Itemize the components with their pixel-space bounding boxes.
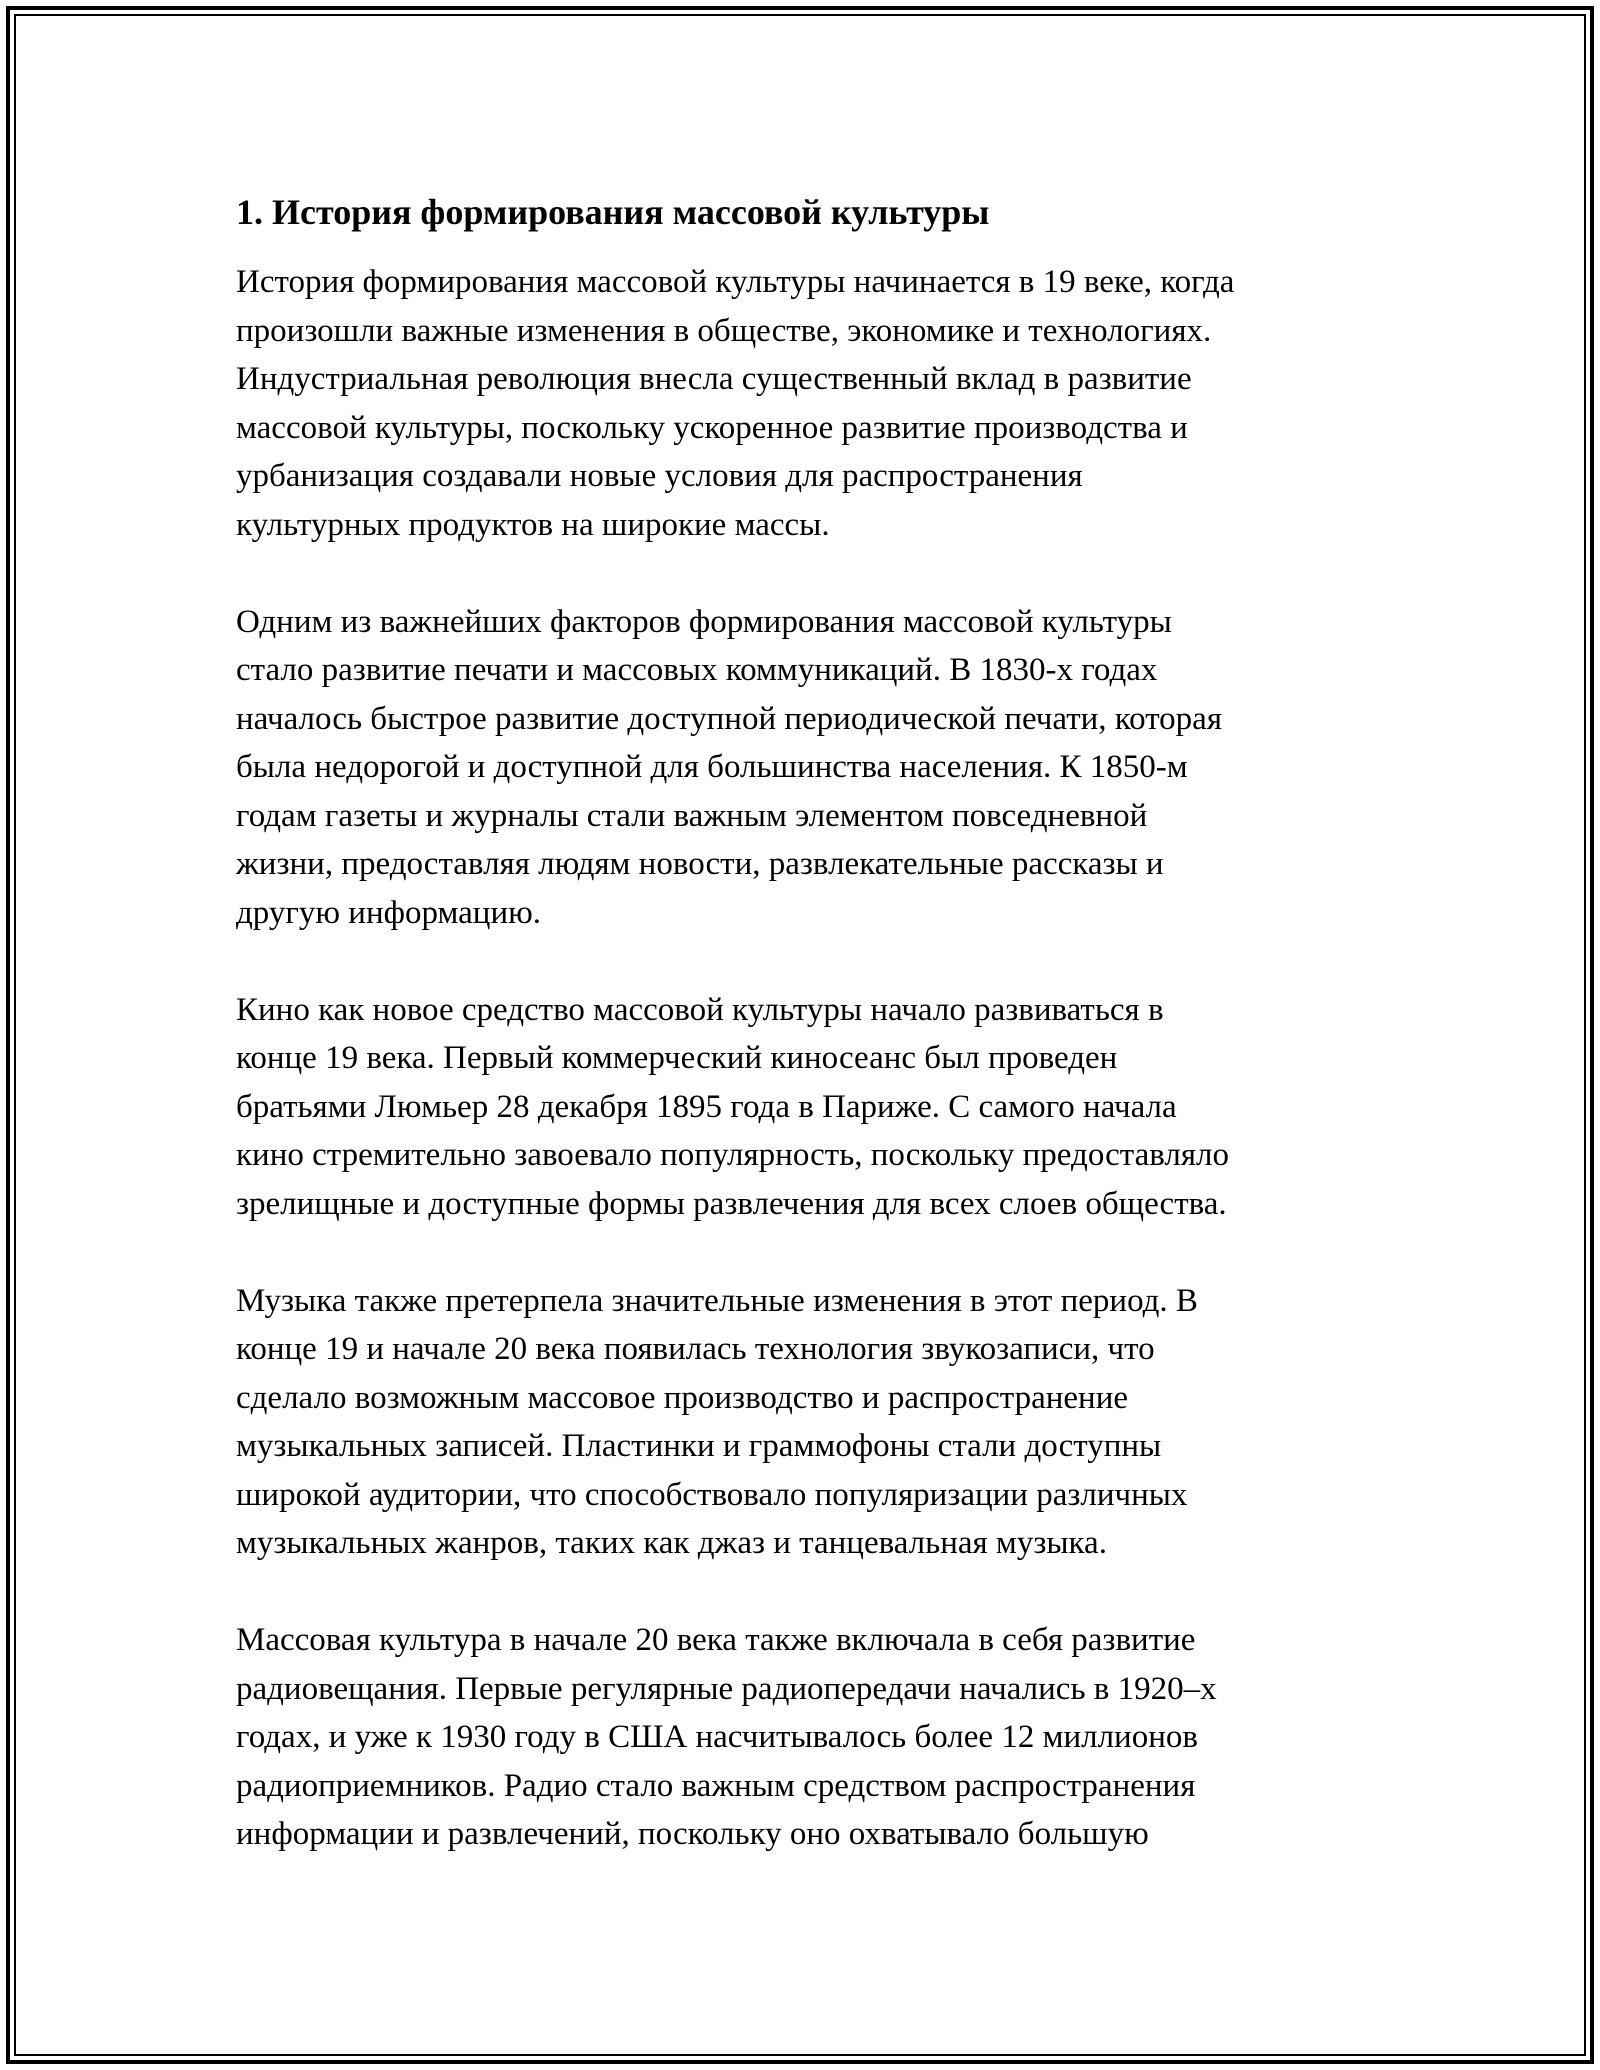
paragraph-5 <box>236 1616 1386 1859</box>
text-line: информации и развлечений, поскольку оно охватывало большую <box>236 1816 1149 1852</box>
text-line: жизни, предоставляя людям новости, развлекательные рассказы и <box>236 846 1164 882</box>
text-line: кино стремительно завоевало популярность, поскольку предоставляло <box>236 1137 1230 1173</box>
text-line: музыкальных записей. Пластинки и граммофоны стали доступны <box>236 1428 1162 1464</box>
paragraph-4 <box>236 1277 1386 1568</box>
text-line: радиоприемников. Радио стало важным средством распространения <box>236 1767 1196 1804</box>
text-line: произошли важные изменения в обществе, экономике и технологиях. <box>236 312 1212 349</box>
text-line: Индустриальная революция внесла существенный вклад в развитие <box>236 361 1192 397</box>
paragraph-2 <box>236 598 1386 938</box>
text-line: сделало возможным массовое производство и распространение <box>236 1379 1129 1416</box>
text-line: Кино как новое средство массовой культуры начало развиваться в <box>236 991 1164 1028</box>
text-line: История формирования массовой культуры начинается в 19 веке, когда <box>236 264 1235 300</box>
text-line: конце 19 и начале 20 века появилась технология звукозаписи, что <box>236 1331 1155 1367</box>
text-line: годах, и уже к 1930 году в США насчитывалось более 12 миллионов <box>236 1719 1198 1755</box>
text-line: конце 19 века. Первый коммерческий киносеанс был проведен <box>236 1040 1118 1076</box>
text-line: была недорогой и доступной для большинства населения. К 1850-м <box>236 749 1188 785</box>
text-line: культурных продуктов на широкие массы. <box>236 506 830 543</box>
text-line: широкой аудитории, что способствовало популяризации различных <box>236 1476 1188 1513</box>
text-line: началось быстрое развитие доступной периодической печати, которая <box>236 700 1223 737</box>
text-line: урбанизация создавали новые условия для распространения <box>236 458 1083 494</box>
text-line: массовой культуры, поскольку ускоренное развитие производства и <box>236 409 1188 446</box>
text-line: Одним из важнейших факторов формирования массовой культуры <box>236 603 1172 640</box>
section-heading: 1. История формирования массовой культуры <box>236 192 990 232</box>
text-line: зрелищные и доступные формы развлечения для всех слоев общества. <box>236 1185 1227 1222</box>
text-line: другую информацию. <box>236 894 542 931</box>
text-line: Массовая культура в начале 20 века также включала в себя развитие <box>236 1622 1196 1658</box>
text-line: радиовещания. Первые регулярные радиопередачи начались в 1920–х <box>236 1670 1217 1707</box>
paragraph-3 <box>236 986 1386 1229</box>
text-line: годам газеты и журналы стали важным элементом повседневной <box>236 797 1148 834</box>
document-body <box>236 186 1386 1907</box>
text-line: стало развитие печати и массовых коммуникаций. В 1830-х годах <box>236 652 1158 688</box>
text-line: братьями Люмьер 28 декабря 1895 года в Париже. С самого начала <box>236 1088 1177 1125</box>
text-line: Музыка также претерпела значительные изменения в этот период. В <box>236 1282 1198 1319</box>
paragraph-1 <box>236 258 1386 549</box>
text-line: музыкальных жанров, таких как джаз и танцевальная музыка. <box>236 1525 1107 1561</box>
